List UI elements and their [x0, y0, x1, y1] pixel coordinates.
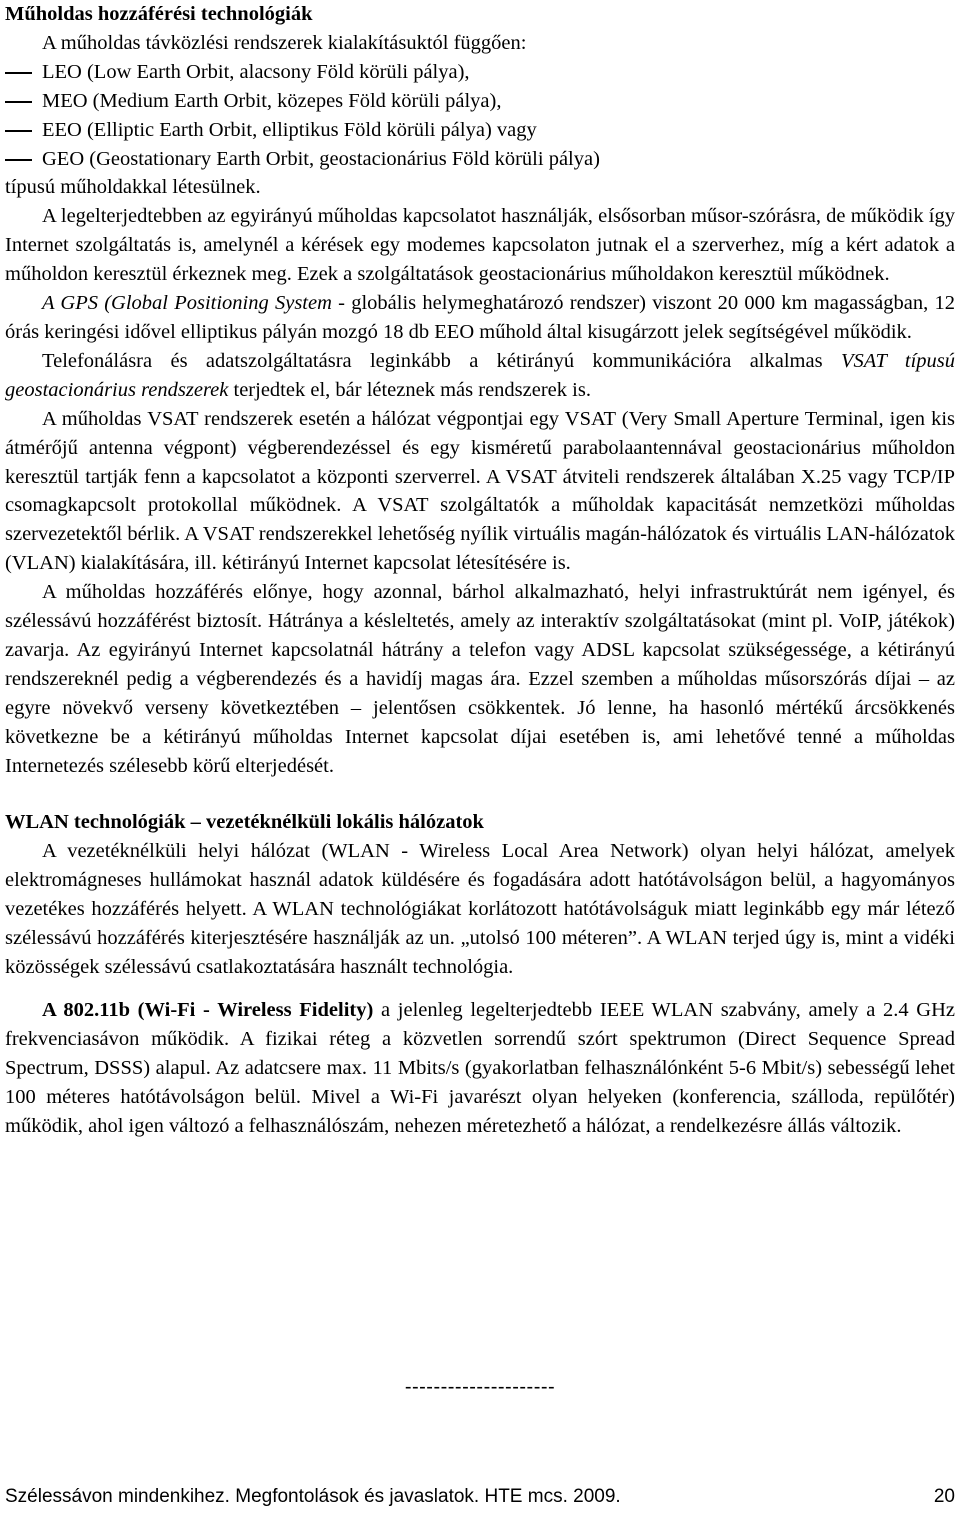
paragraph-spacer: [5, 982, 955, 996]
paragraph-one-way: A legelterjedtebben az egyirányú műholdas kapcsolatot használják, elsősorban műsor-szórásra, de működik így Internet szolgáltatás is, amelynél a kérések egy modemes kapcsolaton jutnak el a szerverhez, míg a kért adatok a műholdon keresztül érkeznek meg. Ezek a szolgáltatások geostacionárius műholdakon keresztül működnek.: [5, 205, 955, 286]
page-number: 20: [933, 1486, 955, 1507]
document-page: [5, 0, 955, 1140]
paragraph-vsat-details: A műholdas VSAT rendszerek esetén a hálózat végpontjai egy VSAT (Very Small Aperture Terminal, igen kis átmérőjű antenna végpont) végberendezéssel és egy kisméretű parabolaantennával geostacionárius műholdon keresztül tartják fenn a kapcsolatot a központi szerverrel. A VSAT átviteli rendszerek általában X.25 vagy TCP/IP csomagkapcsolt protokollal működnek. A VSAT szolgáltatók a műholdak kapacitását nemzetközi műholdas szervezetektől bérlik. A VSAT rendszerekkel lehetőség nyílik virtuális magán-hálózatok és virtuális LAN-hálózatok (VLAN) kialakítására, ill. kétirányú Internet kapcsolat létesítésére is.: [5, 407, 955, 575]
vsat-italic-text: VSAT típusú geostacionárius rendszerek: [5, 349, 955, 401]
paragraph-vsat-intro: Telefonálásra és adatszolgáltatásra leginkább a kétirányú kommunikációra alkalmas VSAT típusú geostacionárius rendszerek terjedtek el, bár léteznek más rendszerek is.: [5, 349, 955, 401]
section-heading-wlan: WLAN technológiák – vezetéknélküli lokális hálózatok: [5, 811, 484, 834]
dash-bullet-icon: [5, 101, 32, 103]
dash-bullet-icon: [5, 130, 32, 132]
section-heading-satellite: Műholdas hozzáférési technológiák: [5, 3, 313, 25]
list-item: MEO (Medium Earth Orbit, közepes Föld körüli pálya),: [5, 87, 955, 116]
paragraph-wifi: A 802.11b (Wi-Fi - Wireless Fidelity) a jelenleg legelterjedtebb IEEE WLAN szabvány, amely a 2.4 GHz frekvenciasávon működik. A fizikai réteg a közvetlen sorrendű szórt spektrumon (Direct Sequence Spread Spectrum, DSSS) alapul. Az adatcsere max. 11 Mbits/s (gyakorlatban felhasználónként 5-6 Mbit/s) sebességű lehet 100 méteres hatótávolságon belül. Mivel a Wi-Fi javarészt olyan helyeken (konferencia, szálloda, repülőtér) működik, ahol igen változó a felhasználószám, nehezen méretezhető a hálózat, a rendelkezésre állás változik.: [5, 998, 956, 1137]
section-spacer: [5, 780, 955, 808]
dash-bullet-icon: [5, 159, 32, 161]
after-list-text: típusú műholdakkal létesülnek.: [5, 176, 261, 199]
paragraph-gps: A GPS (Global Positioning System - globális helymeghatározó rendszer) viszont 20 000 km magasságban, 12 órás keringési idővel elliptikus pályán mozgó 18 db EEO műhold által kisugárzott jelek segítségével működik.: [5, 292, 955, 343]
page-separator: ---------------------: [404, 1376, 556, 1398]
list-item: LEO (Low Earth Orbit, alacsony Föld körüli pálya),: [5, 58, 955, 87]
gps-italic-text: A GPS (Global Positioning System: [42, 292, 332, 315]
paragraph-wlan-intro: A vezetéknélküli helyi hálózat (WLAN - Wireless Local Area Network) olyan helyi hálózat, amelyek elektromágneses hullámokat használ adatok küldésére és fogadására adott hatótávolságon belül, a hagyományos vezetékes hozzáférés helyett. A WLAN technológiákat korlátozott hatótávolságuk miatt leginkább egy már létező szélessávú hozzáférés kiterjesztésére használják az un. „utolsó 100 méteren”. A WLAN terjed úgy is, mint a vidéki közösségek szélessávú csatlakoztatására használt technológia.: [5, 840, 955, 978]
paragraph-satellite-pros-cons: A műholdas hozzáférés előnye, hogy azonnal, bárhol alkalmazható, helyi infrastruktúrát nem igényel, és szélessávú hozzáférést biztosít. Hátránya a késleltetés, amely az interaktív szolgáltatásokat (mint pl. VoIP, játékok) zavarja. Az egyirányú Internet kapcsolatnál hátrány a telefon vagy ADSL kapcsolat szükségessége, a kétirányú rendszereknél pedig a végberendezés és a havidíj magas ára. Ezzel szemben a műholdas műsorszórás díjai – az egyre növekvő verseny következtében – jelentősen csökkentek. Jó lenne, ha hasonló mértékű árcsökkenés következne be a kétirányú műholdas Internet kapcsolat díjai esetében is, ami lehetővé tenné a műholdas Internetezés szélesebb körű elterjedését.: [5, 581, 955, 777]
intro-paragraph: A műholdas távközlési rendszerek kialakításuktól függően:: [42, 31, 527, 54]
wifi-bold-text: A 802.11b (Wi-Fi - Wireless Fidelity): [42, 998, 374, 1021]
orbit-list: [5, 58, 955, 174]
page-footer: [0, 1486, 960, 1508]
list-item: EEO (Elliptic Earth Orbit, elliptikus Föld körüli pálya) vagy: [5, 116, 955, 145]
list-item: GEO (Geostationary Earth Orbit, geostacionárius Föld körüli pálya): [5, 145, 955, 174]
dash-bullet-icon: [5, 72, 32, 74]
footer-text: Szélessávon mindenkihez. Megfontolások és javaslatok. HTE mcs. 2009.: [5, 1486, 621, 1507]
